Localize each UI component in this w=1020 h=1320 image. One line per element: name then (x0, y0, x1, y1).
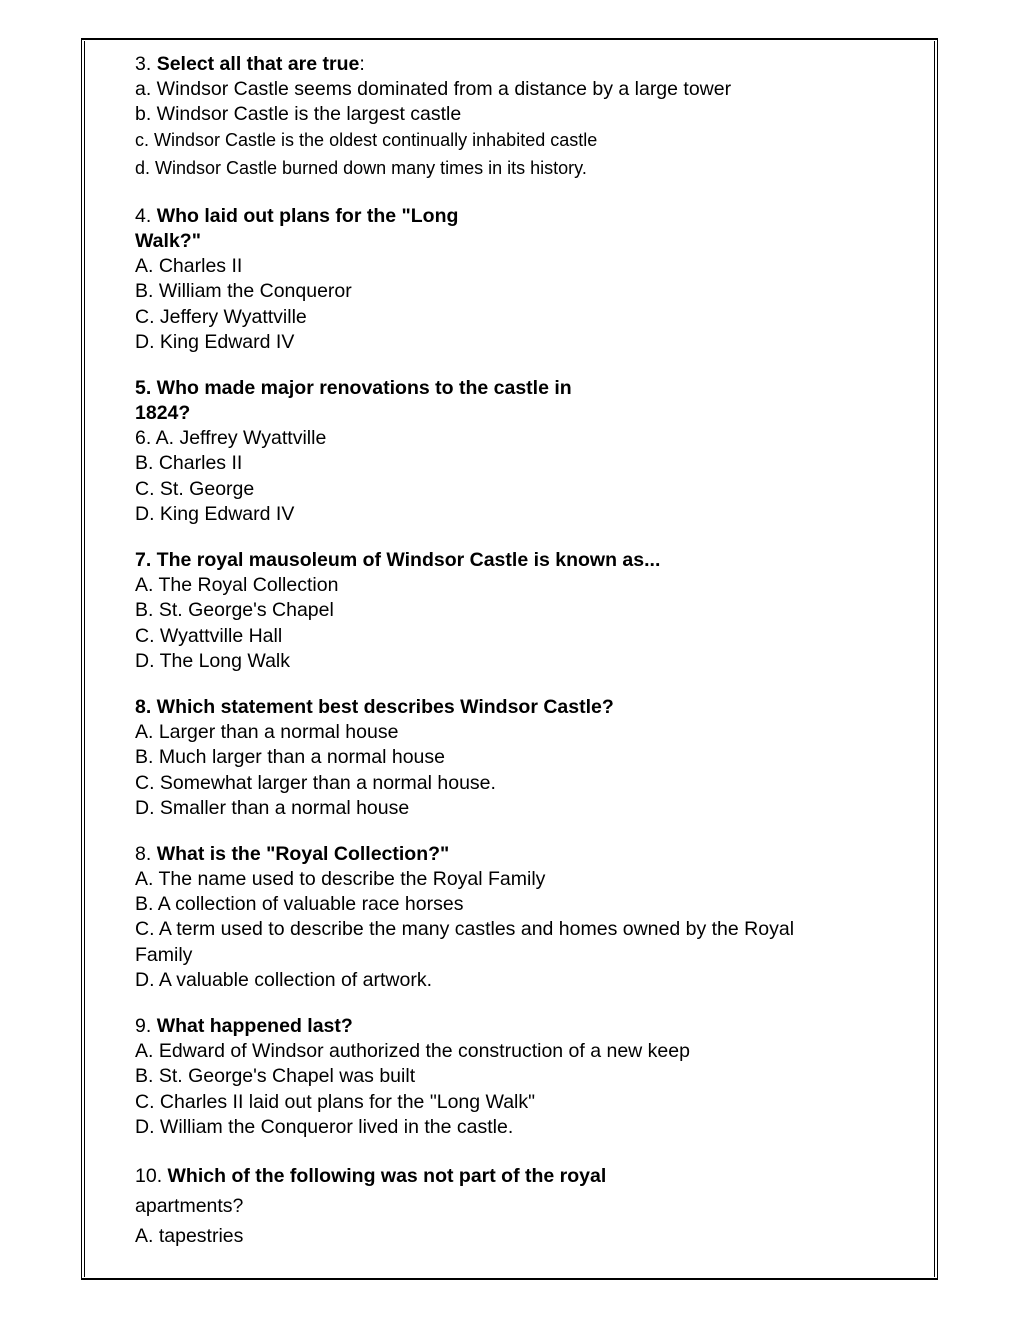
quiz-content (135, 52, 905, 1272)
option: B. Much larger than a normal house (135, 746, 446, 769)
question-8a (135, 695, 905, 821)
question-prompt-cont: Walk?" (135, 229, 201, 252)
question-7 (135, 548, 905, 674)
question-9 (135, 1014, 905, 1140)
option: C. A term used to describe the many castles and homes owned by the Royal (135, 918, 795, 941)
option: D. William the Conqueror lived in the castle. (135, 1115, 514, 1138)
option: A. Charles II (135, 255, 243, 278)
option: a. Windsor Castle seems dominated from a distance by a large tower (135, 78, 732, 101)
option: A. The name used to describe the Royal Family (135, 868, 546, 891)
question-prompt: 8. Which statement best describes Windsor Castle? (135, 695, 614, 718)
option-cont: Family (135, 943, 193, 966)
option: A. Larger than a normal house (135, 721, 399, 744)
question-prompt: 4. Who laid out plans for the "Long (135, 204, 459, 227)
option: A. The Royal Collection (135, 574, 339, 597)
question-prompt: 7. The royal mausoleum of Windsor Castle is known as... (135, 549, 661, 571)
option: C. Somewhat larger than a normal house. (135, 771, 496, 794)
option: D. King Edward IV (135, 502, 295, 525)
option: B. St. George's Chapel (135, 599, 334, 622)
option: A. Edward of Windsor authorized the construction of a new keep (135, 1040, 690, 1063)
question-prompt-cont: apartments? (135, 1194, 244, 1217)
option: b. Windsor Castle is the largest castle (135, 103, 462, 126)
option: d. Windsor Castle burned down many times in its history. (135, 157, 587, 178)
option: C. Charles II laid out plans for the "Long Walk" (135, 1090, 536, 1113)
question-8b (135, 842, 905, 993)
question-prompt: 3. Select all that are true: (135, 53, 365, 75)
option: D. Smaller than a normal house (135, 796, 410, 819)
option: D. The Long Walk (135, 649, 290, 672)
option: C. Jeffery Wyattville (135, 305, 307, 328)
option: D. A valuable collection of artwork. (135, 968, 432, 991)
option: B. Charles II (135, 452, 243, 475)
question-prompt: 5. Who made major renovations to the castle in (135, 376, 572, 399)
question-prompt: 10. Which of the following was not part of the royal (135, 1164, 607, 1187)
question-10 (135, 1161, 905, 1251)
question-prompt: 9. What happened last? (135, 1015, 353, 1037)
question-3 (135, 52, 905, 183)
option: C. St. George (135, 477, 255, 500)
option: D. King Edward IV (135, 330, 295, 353)
question-prompt-cont: 1824? (135, 402, 191, 425)
question-prompt: 8. What is the "Royal Collection?" (135, 842, 450, 865)
option: 6. A. Jeffrey Wyattville (135, 427, 327, 450)
question-5 (135, 376, 905, 527)
option: B. St. George's Chapel was built (135, 1065, 416, 1088)
option: B. A collection of valuable race horses (135, 893, 464, 916)
option: A. tapestries (135, 1224, 244, 1247)
option: C. Wyattville Hall (135, 624, 283, 647)
option: c. Windsor Castle is the oldest continually inhabited castle (135, 129, 598, 150)
question-4 (135, 204, 905, 355)
option: B. William the Conqueror (135, 280, 352, 303)
